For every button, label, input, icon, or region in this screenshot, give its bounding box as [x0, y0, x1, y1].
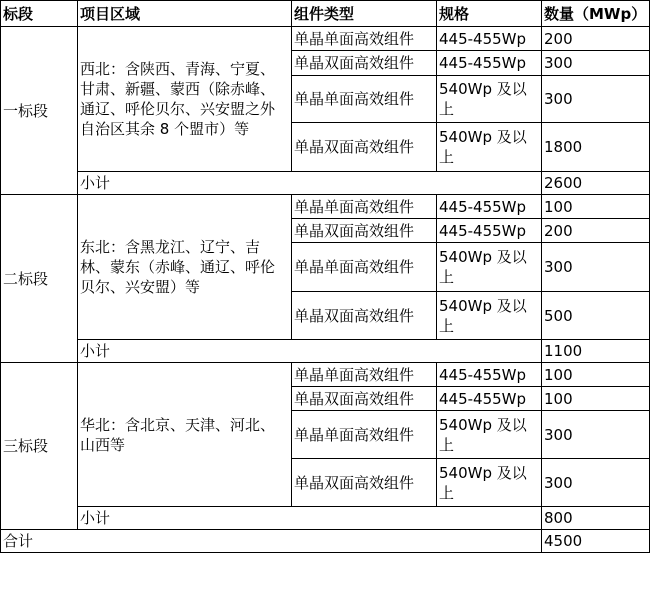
header-section: 标段	[1, 1, 78, 27]
module-qty: 300	[542, 76, 650, 123]
subtotal-row	[1, 507, 650, 530]
section-name: 一标段	[1, 27, 78, 195]
module-spec: 445-455Wp	[437, 27, 542, 51]
section-region: 华北：含北京、天津、河北、山西等	[78, 363, 292, 507]
subtotal-value: 1100	[542, 340, 650, 363]
section-name: 三标段	[1, 363, 78, 530]
module-spec: 540Wp 及以上	[437, 459, 542, 507]
module-type: 单晶双面高效组件	[292, 51, 437, 76]
module-type: 单晶单面高效组件	[292, 76, 437, 123]
module-type: 单晶双面高效组件	[292, 219, 437, 243]
module-type: 单晶单面高效组件	[292, 363, 437, 387]
module-spec: 540Wp 及以上	[437, 123, 542, 172]
header-row	[1, 1, 650, 27]
module-spec: 540Wp 及以上	[437, 243, 542, 292]
header-spec: 规格	[437, 1, 542, 27]
module-qty: 300	[542, 459, 650, 507]
section-name: 二标段	[1, 195, 78, 363]
module-qty: 100	[542, 195, 650, 219]
subtotal-value: 800	[542, 507, 650, 530]
module-qty: 100	[542, 363, 650, 387]
subtotal-row	[1, 340, 650, 363]
subtotal-value: 2600	[542, 172, 650, 195]
module-qty: 1800	[542, 123, 650, 172]
module-type: 单晶单面高效组件	[292, 411, 437, 459]
module-spec: 540Wp 及以上	[437, 411, 542, 459]
module-spec: 445-455Wp	[437, 387, 542, 411]
module-qty: 300	[542, 51, 650, 76]
section-region: 东北：含黑龙江、辽宁、吉林、蒙东（赤峰、通辽、呼伦贝尔、兴安盟）等	[78, 195, 292, 340]
module-qty: 200	[542, 219, 650, 243]
table-row	[1, 195, 650, 219]
header-region: 项目区域	[78, 1, 292, 27]
module-qty: 100	[542, 387, 650, 411]
total-label: 合计	[1, 530, 542, 553]
module-qty: 300	[542, 411, 650, 459]
module-type: 单晶单面高效组件	[292, 27, 437, 51]
module-spec: 445-455Wp	[437, 363, 542, 387]
module-type: 单晶双面高效组件	[292, 387, 437, 411]
header-qty: 数量（MWp）	[542, 1, 650, 27]
module-qty: 200	[542, 27, 650, 51]
section-region: 西北：含陕西、青海、宁夏、甘肃、新疆、蒙西（除赤峰、通辽、呼伦贝尔、兴安盟之外自治区其余 8 个盟市）等	[78, 27, 292, 172]
header-type: 组件类型	[292, 1, 437, 27]
module-type: 单晶双面高效组件	[292, 123, 437, 172]
module-type: 单晶单面高效组件	[292, 195, 437, 219]
subtotal-label: 小计	[78, 507, 542, 530]
module-spec: 540Wp 及以上	[437, 76, 542, 123]
module-type: 单晶单面高效组件	[292, 243, 437, 292]
table-row	[1, 27, 650, 51]
module-spec: 445-455Wp	[437, 219, 542, 243]
module-spec: 445-455Wp	[437, 51, 542, 76]
total-value: 4500	[542, 530, 650, 553]
module-qty: 300	[542, 243, 650, 292]
subtotal-label: 小计	[78, 172, 542, 195]
table-row	[1, 363, 650, 387]
module-qty: 500	[542, 292, 650, 340]
module-spec: 445-455Wp	[437, 195, 542, 219]
module-type: 单晶双面高效组件	[292, 459, 437, 507]
module-type: 单晶双面高效组件	[292, 292, 437, 340]
subtotal-row	[1, 172, 650, 195]
total-row	[1, 530, 650, 553]
subtotal-label: 小计	[78, 340, 542, 363]
module-spec: 540Wp 及以上	[437, 292, 542, 340]
